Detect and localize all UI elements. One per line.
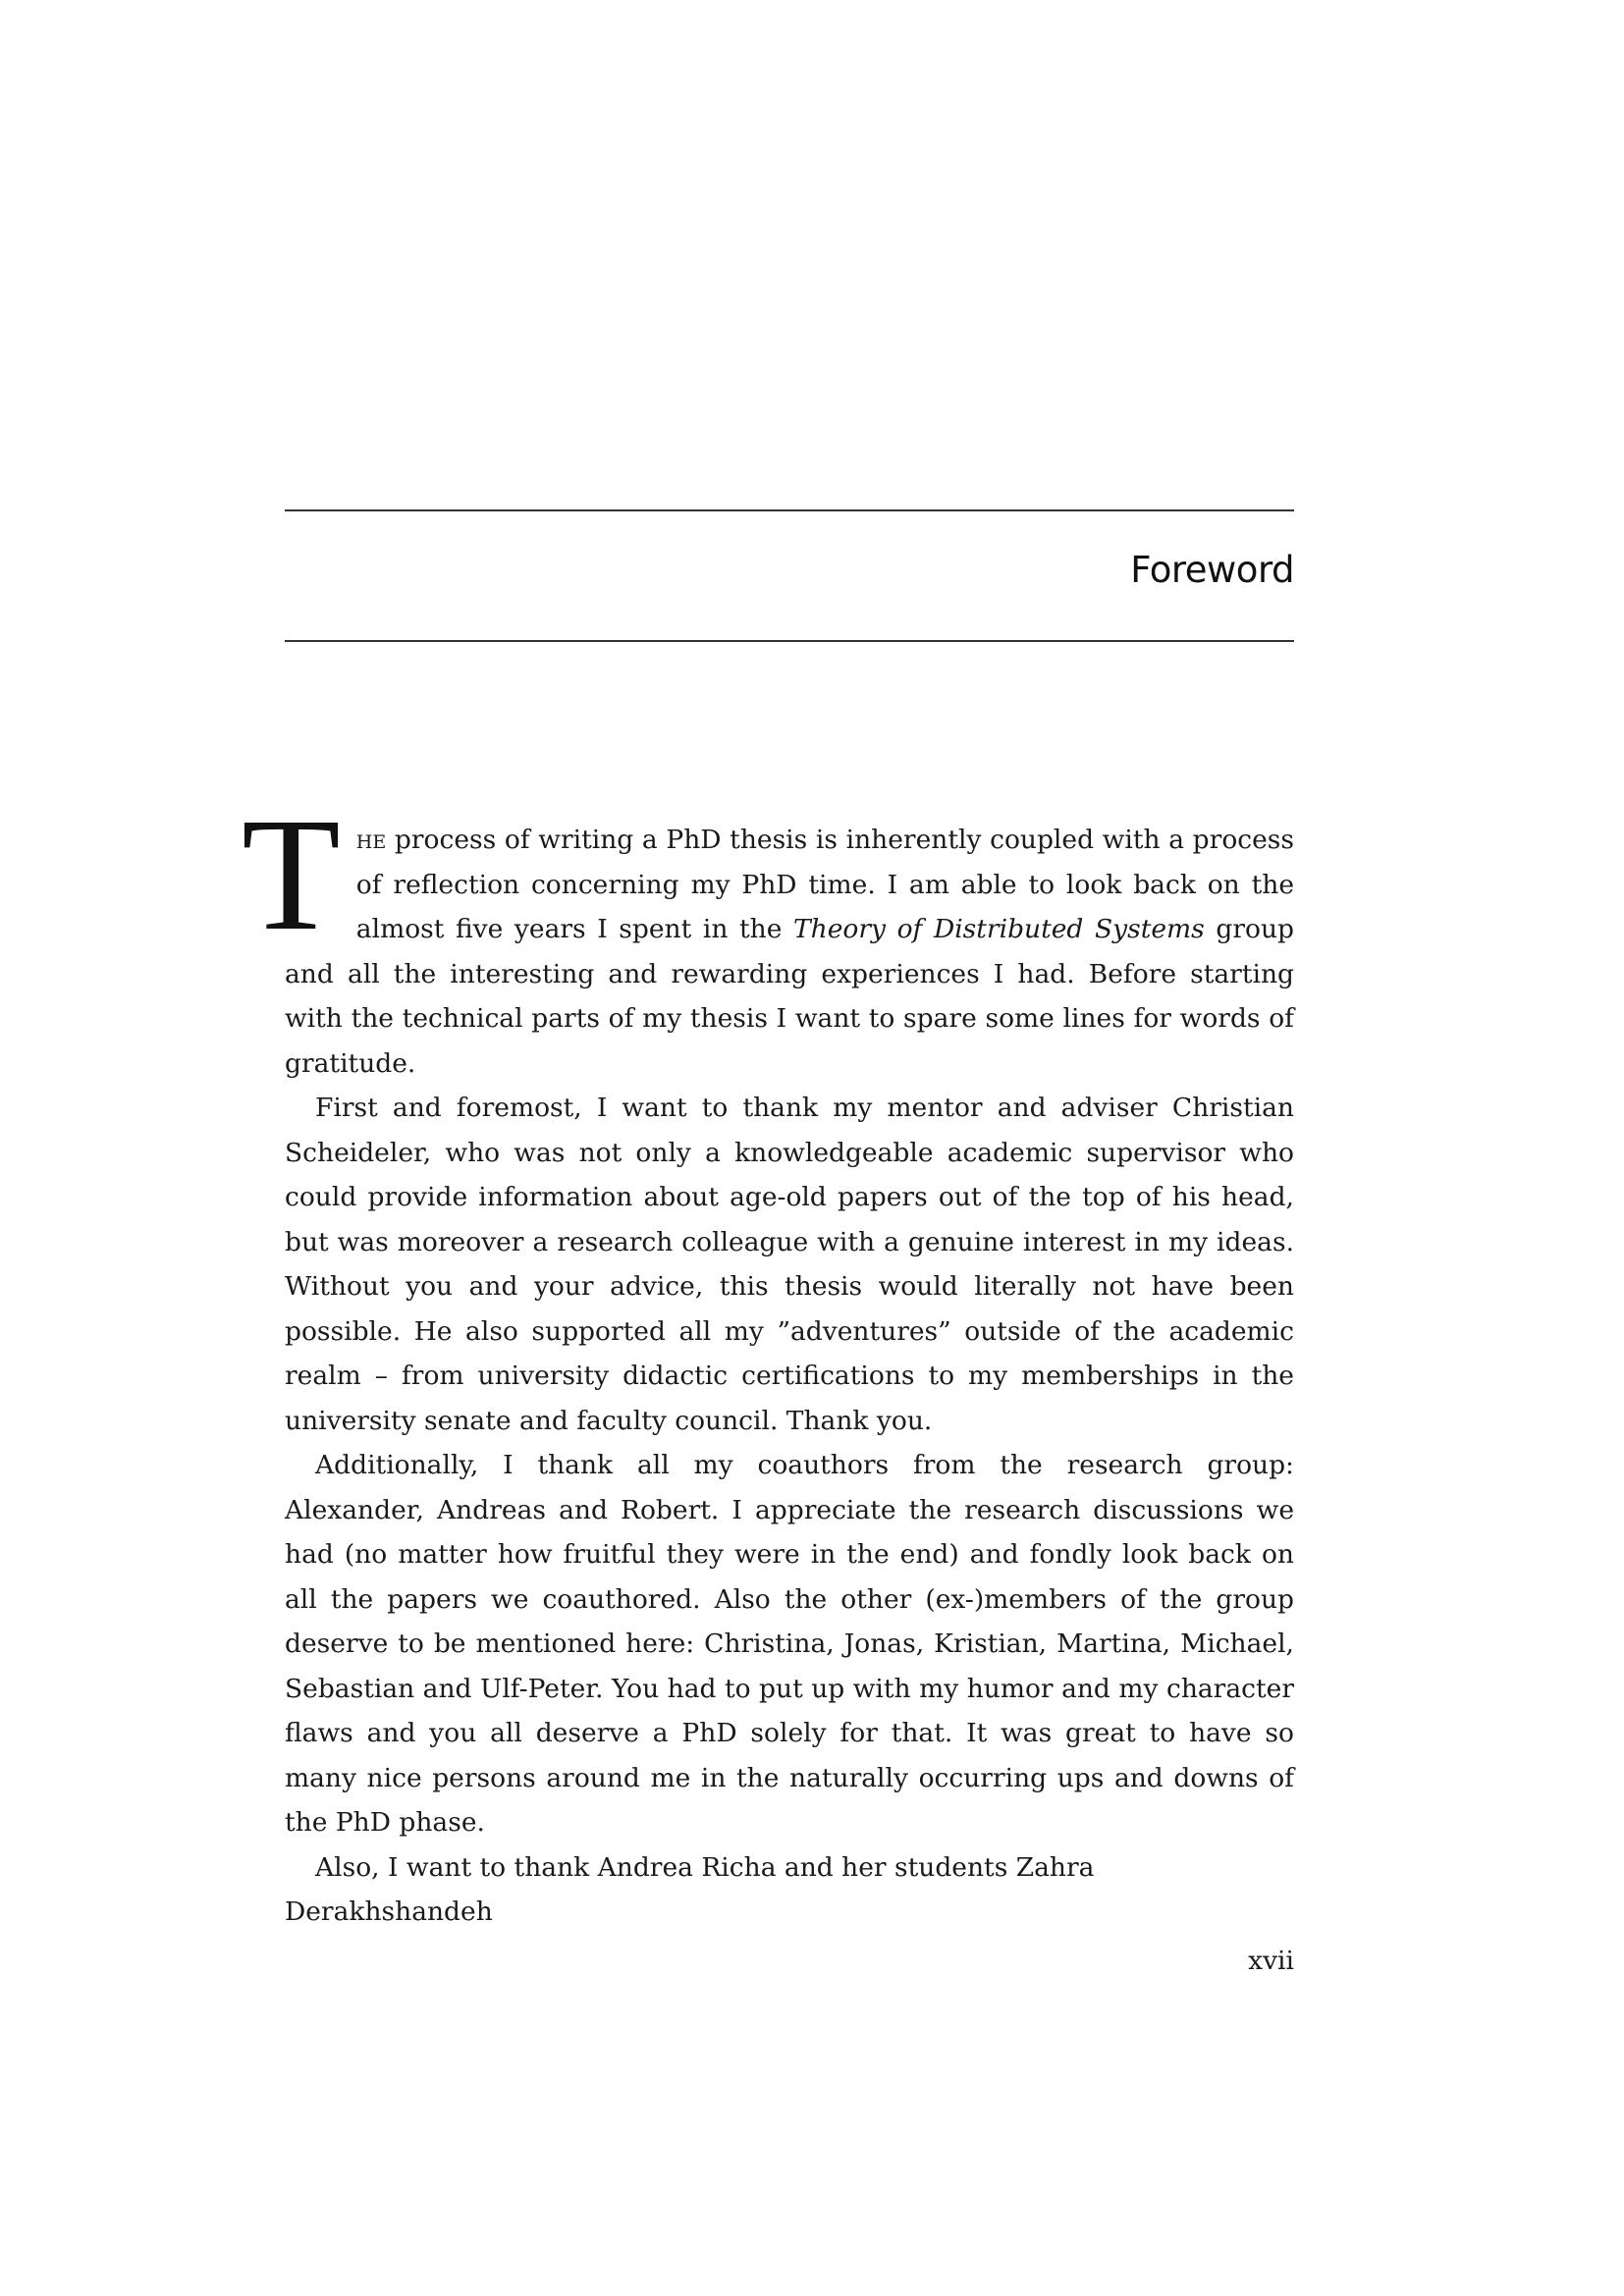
group-name-italic: Theory of Distributed Systems — [792, 914, 1205, 944]
paragraph-4: Also, I want to thank Andrea Richa and her students Zahra Derakhshandeh — [285, 1851, 1095, 1927]
chapter-rule-bottom — [285, 640, 1294, 642]
drop-cap: T — [242, 784, 341, 964]
page — [242, 0, 1294, 2296]
foreword-body — [242, 784, 1294, 1935]
paragraph-3: Additionally, I thank all my coauthors from the research group: Alexander, Andreas and Robert. I appreciate the research discussions we had (no matter how fruitful they were in the end) and fondly look back on all the papers we coauthored. Also the other (ex-)members of the group deserve to be mentioned here: Christina, Jonas, Kristian, Martina, Michael, Sebastian and Ulf-Peter. You had to put up with my humor and my character flaws and you all deserve a PhD solely for that. It was great to have so many nice persons around me in the naturally occurring ups and downs of the PhD phase. — [285, 1450, 1294, 1838]
chapter-title: Foreword — [1130, 549, 1294, 591]
paragraph-1-text-a: process of writing a PhD thesis is inherently coupled with a process of reflection concerning my PhD time. I am able to look back on the almost five years I spent in the — [355, 825, 1294, 944]
paragraph-1-text-b: group and all the interesting and rewarding experiences I had. Before starting with the technical parts of my thesis I want to spare some lines for words of gratitude. — [285, 914, 1294, 1079]
paragraph-2: First and foremost, I want to thank my mentor and adviser Christian Scheideler, who was not only a knowledgeable academic supervisor who could provide information about age-old papers out of the top of his head, but was moreover a research colleague with a genuine interest in my ideas. Without you and your advice, this thesis would literally not have been possible. He also supported all my ”adventures” outside of the academic realm – from university didactic certifications to my memberships in the university senate and faculty council. Thank you. — [285, 1093, 1294, 1436]
chapter-rule-top — [285, 509, 1294, 511]
page-number: xvii — [1248, 1946, 1294, 1976]
paragraph-1 — [242, 784, 1294, 1086]
small-caps-lead: he — [355, 825, 387, 855]
